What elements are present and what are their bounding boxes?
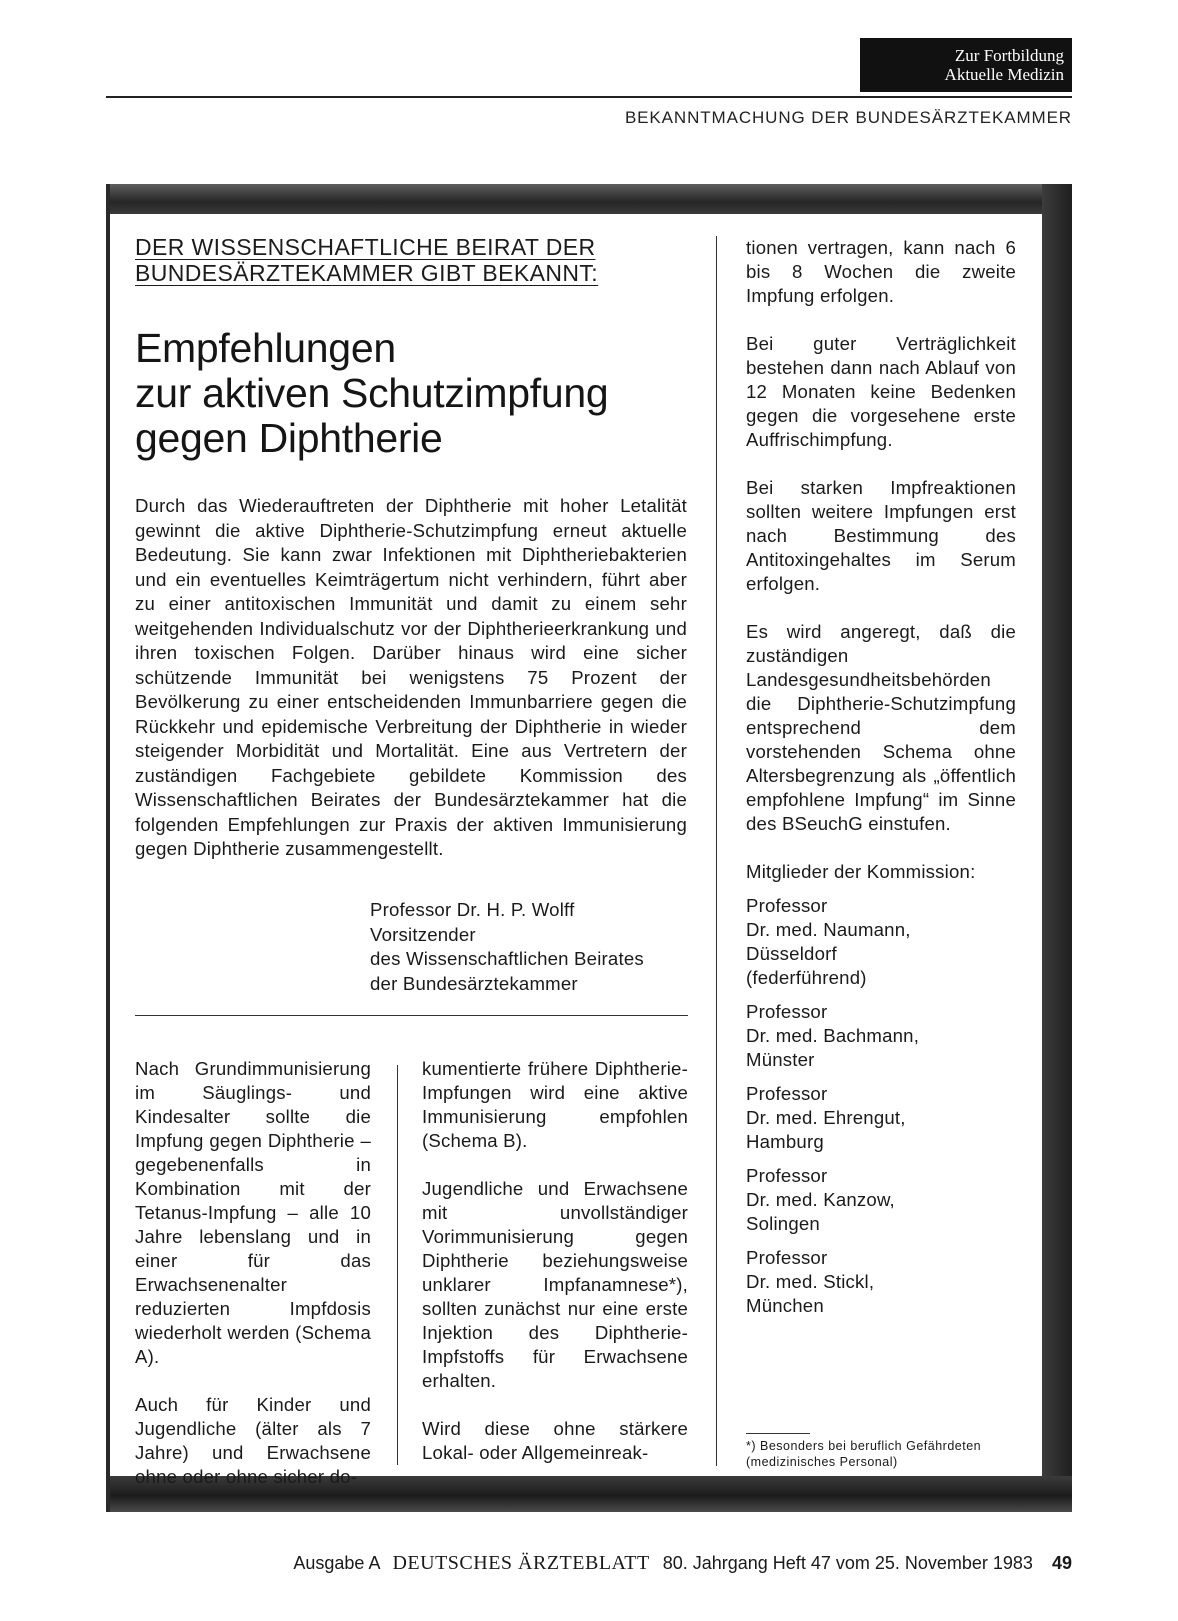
paragraph: Auch für Kinder und Jugendliche (älter als 7 Jahre) und Erwachsene ohne oder ohne sicher do- bbox=[135, 1394, 371, 1487]
footer-publication: DEUTSCHES ÄRZTEBLATT bbox=[392, 1552, 650, 1574]
member-title: Professor bbox=[746, 1247, 828, 1268]
signature-block bbox=[370, 898, 690, 996]
member-entry bbox=[746, 1000, 1016, 1072]
member-city: Solingen bbox=[746, 1213, 820, 1234]
signature-org-line2: der Bundesärztekammer bbox=[370, 972, 578, 994]
intro-divider bbox=[135, 1015, 688, 1016]
member-name: Dr. med. Bachmann, bbox=[746, 1025, 920, 1046]
member-city: Düsseldorf bbox=[746, 943, 837, 964]
column-middle bbox=[422, 1057, 688, 1489]
member-note: (federführend) bbox=[746, 967, 867, 988]
paragraph: Es wird angeregt, daß die zuständigen Landesgesundheitsbehörden die Diphtherie-Schutzimpfung entsprechend dem vorstehenden Schema ohne Altersbegrenzung als „öffentlich empfohlene Impfung“ im Sinne des BSeuchG einstufen. bbox=[746, 621, 1016, 834]
member-city: Hamburg bbox=[746, 1131, 824, 1152]
member-name: Dr. med. Stickl, bbox=[746, 1271, 875, 1292]
intro-paragraph: Durch das Wiederauftreten der Diphtherie mit hoher Letalität gewinnt die aktive Diphtherie-Schutzimpfung erneut aktuelle Bedeutung. Sie kann zwar Infektionen mit Diphtheriebakterien und ein eventuelles Keimträgertum nicht verhindern, führt aber zu einer antitoxischen Immunität und damit zu einem sehr weitgehenden Individualschutz vor der Diphtherieerkrankung und ihren toxischen Folgen. Darüber hinaus wird eine sicher schützende Immunität bei wenigstens 75 Prozent der Bevölkerung zu einer entscheidenden Immunbarriere gegen die Rückkehr und epidemische Verbreitung der Diphtherie in wieder steigender Morbidität und Mortalität. Eine aus Vertretern der zuständigen Fachgebiete gebildete Kommission des Wissenschaftlichen Beirates der Bundesärztekammer hat die folgenden Empfehlungen zur Praxis der aktiven Immunisierung gegen Diphtherie zusammengestellt. bbox=[135, 495, 687, 859]
title-line1: Empfehlungen bbox=[135, 325, 396, 371]
footer-edition: Ausgabe A bbox=[293, 1553, 380, 1573]
kicker-line1: DER WISSENSCHAFTLICHE BEIRAT DER bbox=[135, 234, 596, 260]
paragraph: Bei starken Impfreaktionen sollten weitere Impfungen erst nach Bestimmung des Antitoxingehaltes im Serum erfolgen. bbox=[746, 477, 1016, 594]
members-heading: Mitglieder der Kommission: bbox=[746, 861, 976, 882]
member-entry bbox=[746, 1082, 1016, 1154]
member-entry bbox=[746, 894, 1016, 990]
member-title: Professor bbox=[746, 895, 828, 916]
paragraph: Jugendliche und Erwachsene mit unvollständiger Vorimmunisierung gegen Diphtherie beziehungsweise unklarer Impfanamnese*), sollten zunächst nur eine erste Injektion des Diphtherie-Impfstoffs für Erwachsene erhalten. bbox=[422, 1178, 688, 1391]
member-entry bbox=[746, 1164, 1016, 1236]
member-city: Münster bbox=[746, 1049, 815, 1070]
frame-right-bar bbox=[1042, 184, 1072, 1512]
header-rule bbox=[106, 96, 1072, 98]
signature-name: Professor Dr. H. P. Wolff bbox=[370, 899, 575, 920]
member-title: Professor bbox=[746, 1165, 828, 1186]
column-right bbox=[746, 236, 1016, 1328]
signature-org-line1: des Wissenschaftlichen Beirates bbox=[370, 948, 644, 969]
column-divider-right bbox=[716, 236, 717, 1466]
section-tag-line2: Aktuelle Medizin bbox=[944, 65, 1064, 84]
signature-role: Vorsitzender bbox=[370, 923, 476, 945]
title-line2: zur aktiven Schutzimpfung bbox=[135, 370, 609, 416]
frame-top-bar bbox=[106, 184, 1072, 214]
member-title: Professor bbox=[746, 1001, 828, 1022]
page-footer bbox=[106, 1552, 1072, 1575]
member-title: Professor bbox=[746, 1083, 828, 1104]
column-divider-middle bbox=[397, 1065, 398, 1465]
article-title bbox=[135, 326, 675, 461]
page-number: 49 bbox=[1051, 1553, 1072, 1573]
paragraph: tionen vertragen, kann nach 6 bis 8 Wochen die zweite Impfung erfolgen. bbox=[746, 237, 1016, 306]
intro-kicker bbox=[135, 234, 615, 286]
section-tag bbox=[860, 38, 1072, 92]
paragraph: Wird diese ohne stärkere Lokal- oder Allgemeinreak- bbox=[422, 1418, 688, 1463]
kicker-line2: BUNDESÄRZTEKAMMER GIBT BEKANNT: bbox=[135, 260, 599, 286]
announcement-header: BEKANNTMACHUNG DER BUNDESÄRZTEKAMMER bbox=[624, 108, 1072, 127]
paragraph: kumentierte frühere Diphtherie-Impfungen wird eine aktive Immunisierung empfohlen (Schema B). bbox=[422, 1058, 688, 1151]
paragraph: Bei guter Verträglichkeit bestehen dann nach Ablauf von 12 Monaten keine Bedenken gegen die vorgesehene erste Auffrischimpfung. bbox=[746, 333, 1016, 450]
paragraph: Nach Grundimmunisierung im Säuglings- und Kindesalter sollte die Impfung gegen Diphtherie – gegebenenfalls in Kombination mit der Tetanus-Impfung – alle 10 Jahre lebenslang und in einer für das Erwachsenenalter reduzierten Impfdosis wiederholt werden (Schema A). bbox=[135, 1058, 371, 1367]
title-line3: gegen Diphtherie bbox=[135, 415, 443, 461]
section-tag-line1: Zur Fortbildung bbox=[954, 46, 1064, 65]
footnote-rule bbox=[746, 1433, 810, 1434]
footer-issue: 80. Jahrgang Heft 47 vom 25. November 1983 bbox=[662, 1553, 1033, 1573]
member-name: Dr. med. Naumann, bbox=[746, 919, 911, 940]
member-city: München bbox=[746, 1295, 824, 1316]
frame-left-bar bbox=[106, 184, 110, 1512]
column-left bbox=[135, 1057, 371, 1513]
footnote: *) Besonders bei beruflich Gefährdeten (medizinisches Personal) bbox=[746, 1439, 982, 1469]
member-name: Dr. med. Kanzow, bbox=[746, 1189, 895, 1210]
member-entry bbox=[746, 1246, 1016, 1318]
member-name: Dr. med. Ehrengut, bbox=[746, 1107, 906, 1128]
